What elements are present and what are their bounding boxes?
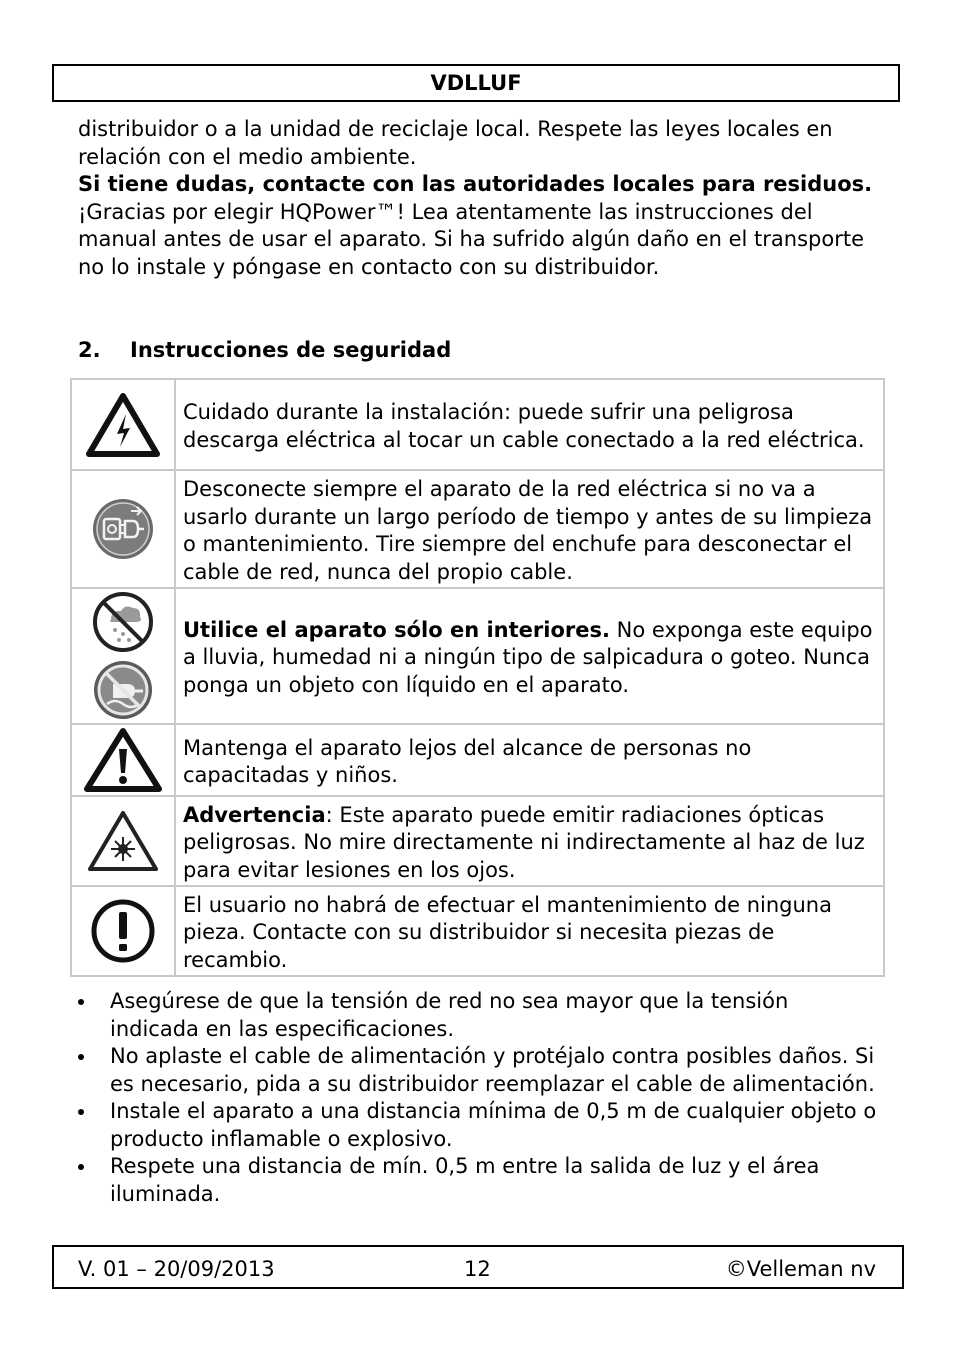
page-footer (52, 1245, 904, 1289)
list-item: No aplaste el cable de alimentación y protéjalo contra posibles daños. Si es necesario, pida a su distribuidor reemplazar el cable de alimentación. (78, 1043, 878, 1098)
list-item: Asegúrese de que la tensión de red no sea mayor que la tensión indicada en las especificaciones. (78, 988, 878, 1043)
intro-text (78, 116, 888, 281)
safety-icon-cell (71, 379, 175, 470)
safety-icon-cell (71, 724, 175, 796)
intro-paragraph: distribuidor o a la unidad de reciclaje local. Respete las leyes locales en relación con el medio ambiente. (78, 117, 833, 169)
safety-row (71, 470, 884, 588)
electric-shock-warning-icon (85, 392, 161, 458)
safety-row (71, 588, 884, 724)
optical-radiation-warning-icon (86, 809, 160, 873)
safety-text: Cuidado durante la instalación: puede sufrir una peligrosa descarga eléctrica al tocar un cable conectado a la red eléctrica. (175, 379, 884, 470)
footer-page-number: 12 (464, 1257, 491, 1281)
safety-table (70, 378, 885, 977)
bullet-icon (78, 999, 84, 1005)
safety-bullet-list (78, 988, 878, 1208)
safety-row (71, 379, 884, 470)
list-item: Respete una distancia de mín. 0,5 m entre la salida de luz y el área iluminada. (78, 1153, 878, 1208)
document-title: VDLLUF (430, 71, 522, 95)
no-rain-icon (91, 590, 155, 654)
safety-text: Mantenga el aparato lejos del alcance de personas no capacitadas y niños. (175, 724, 884, 796)
safety-row (71, 886, 884, 976)
safety-row (71, 796, 884, 886)
list-item: Instale el aparato a una distancia mínima de 0,5 m de cualquier objeto o producto inflamable o explosivo. (78, 1098, 878, 1153)
section-title: Instrucciones de seguridad (130, 338, 452, 362)
page-header (52, 64, 900, 102)
safety-icon-cell (71, 886, 175, 976)
safety-icon-cell (71, 796, 175, 886)
no-user-serviceable-icon (89, 897, 157, 965)
bullet-icon (78, 1164, 84, 1170)
safety-text: El usuario no habrá de efectuar el mantenimiento de ninguna pieza. Contacte con su distribuidor si necesita piezas de recambio. (175, 886, 884, 976)
bullet-icon (78, 1109, 84, 1115)
section-heading (78, 336, 451, 364)
safety-row (71, 724, 884, 796)
footer-copyright: ©Velleman nv (725, 1257, 876, 1281)
footer-version: V. 01 – 20/09/2013 (78, 1257, 275, 1281)
section-number: 2. (78, 338, 101, 362)
safety-text: Utilice el aparato sólo en interiores. No exponga este equipo a lluvia, humedad ni a ningún tipo de salpicadura o goteo. Nunca ponga un objeto con líquido en el aparato. (175, 588, 884, 724)
intro-bold-notice: Si tiene dudas, contacte con las autoridades locales para residuos. (78, 172, 873, 196)
safety-icon-cell (71, 470, 175, 588)
unplug-icon (91, 497, 155, 561)
general-warning-icon (83, 727, 163, 793)
safety-text: Desconecte siempre el aparato de la red eléctrica si no va a usarlo durante un largo período de tiempo y antes de su limpieza o mantenimiento. Tire siempre del enchufe para desconectar el cable de red, nunca del propio cable. (175, 470, 884, 588)
intro-thanks-paragraph: ¡Gracias por elegir HQPower™! Lea atentamente las instrucciones del manual antes de usar el aparato. Si ha sufrido algún daño en el transporte no lo instale y póngase en contacto con su distribuidor. (78, 199, 864, 279)
no-splash-icon (91, 658, 155, 722)
safety-text: Advertencia: Este aparato puede emitir radiaciones ópticas peligrosas. No mire directamente ni indirectamente al haz de luz para evitar lesiones en los ojos. (175, 796, 884, 886)
safety-icon-cell (71, 588, 175, 724)
bullet-icon (78, 1054, 84, 1060)
